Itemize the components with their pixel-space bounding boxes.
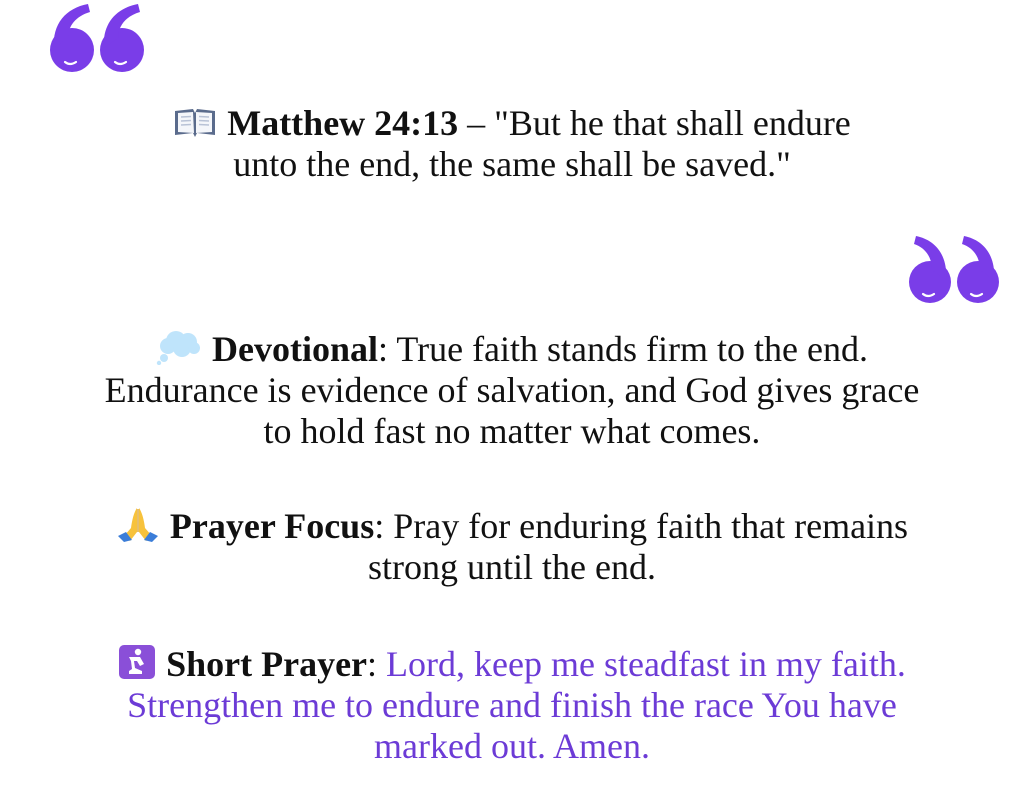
short-prayer-label: Short Prayer	[166, 644, 368, 684]
devotional-colon: :	[378, 329, 397, 369]
prayer-focus-colon: :	[374, 506, 394, 546]
devotional-line2: Endurance is evidence of salvation, and God gives grace	[104, 370, 920, 410]
prayer-focus-block	[10, 506, 1014, 588]
short-prayer-block	[10, 644, 1014, 767]
verse-text-line2: unto the end, the same shall be saved."	[233, 144, 791, 184]
devotional-block	[10, 329, 1014, 452]
devotional-label: Devotional	[212, 329, 379, 369]
prayer-focus-label: Prayer Focus	[169, 506, 375, 546]
open-book-icon	[173, 107, 217, 139]
prayer-focus-line2: strong until the end.	[368, 547, 656, 587]
thought-bubble-icon	[156, 329, 202, 365]
short-prayer-colon: :	[367, 644, 387, 684]
devotional-line1: True faith stands firm to the end.	[396, 329, 868, 369]
short-prayer-line2: Strengthen me to endure and finish the race You have	[127, 685, 897, 725]
prayer-focus-line1: Pray for enduring faith that remains	[393, 506, 909, 546]
close-quote-icon	[906, 226, 1002, 306]
devotional-line3: to hold fast no matter what comes.	[263, 411, 761, 451]
verse-reference: Matthew 24:13	[227, 103, 459, 143]
verse-block	[10, 103, 1014, 185]
short-prayer-line1: Lord, keep me steadfast in my faith.	[386, 644, 906, 684]
open-quote-icon	[46, 2, 146, 74]
verse-separator: –	[458, 103, 495, 143]
praying-hands-icon	[116, 506, 160, 542]
place-of-worship-icon	[118, 644, 156, 680]
verse-text-line1: "But he that shall endure	[494, 103, 851, 143]
short-prayer-line3: marked out. Amen.	[374, 726, 650, 766]
